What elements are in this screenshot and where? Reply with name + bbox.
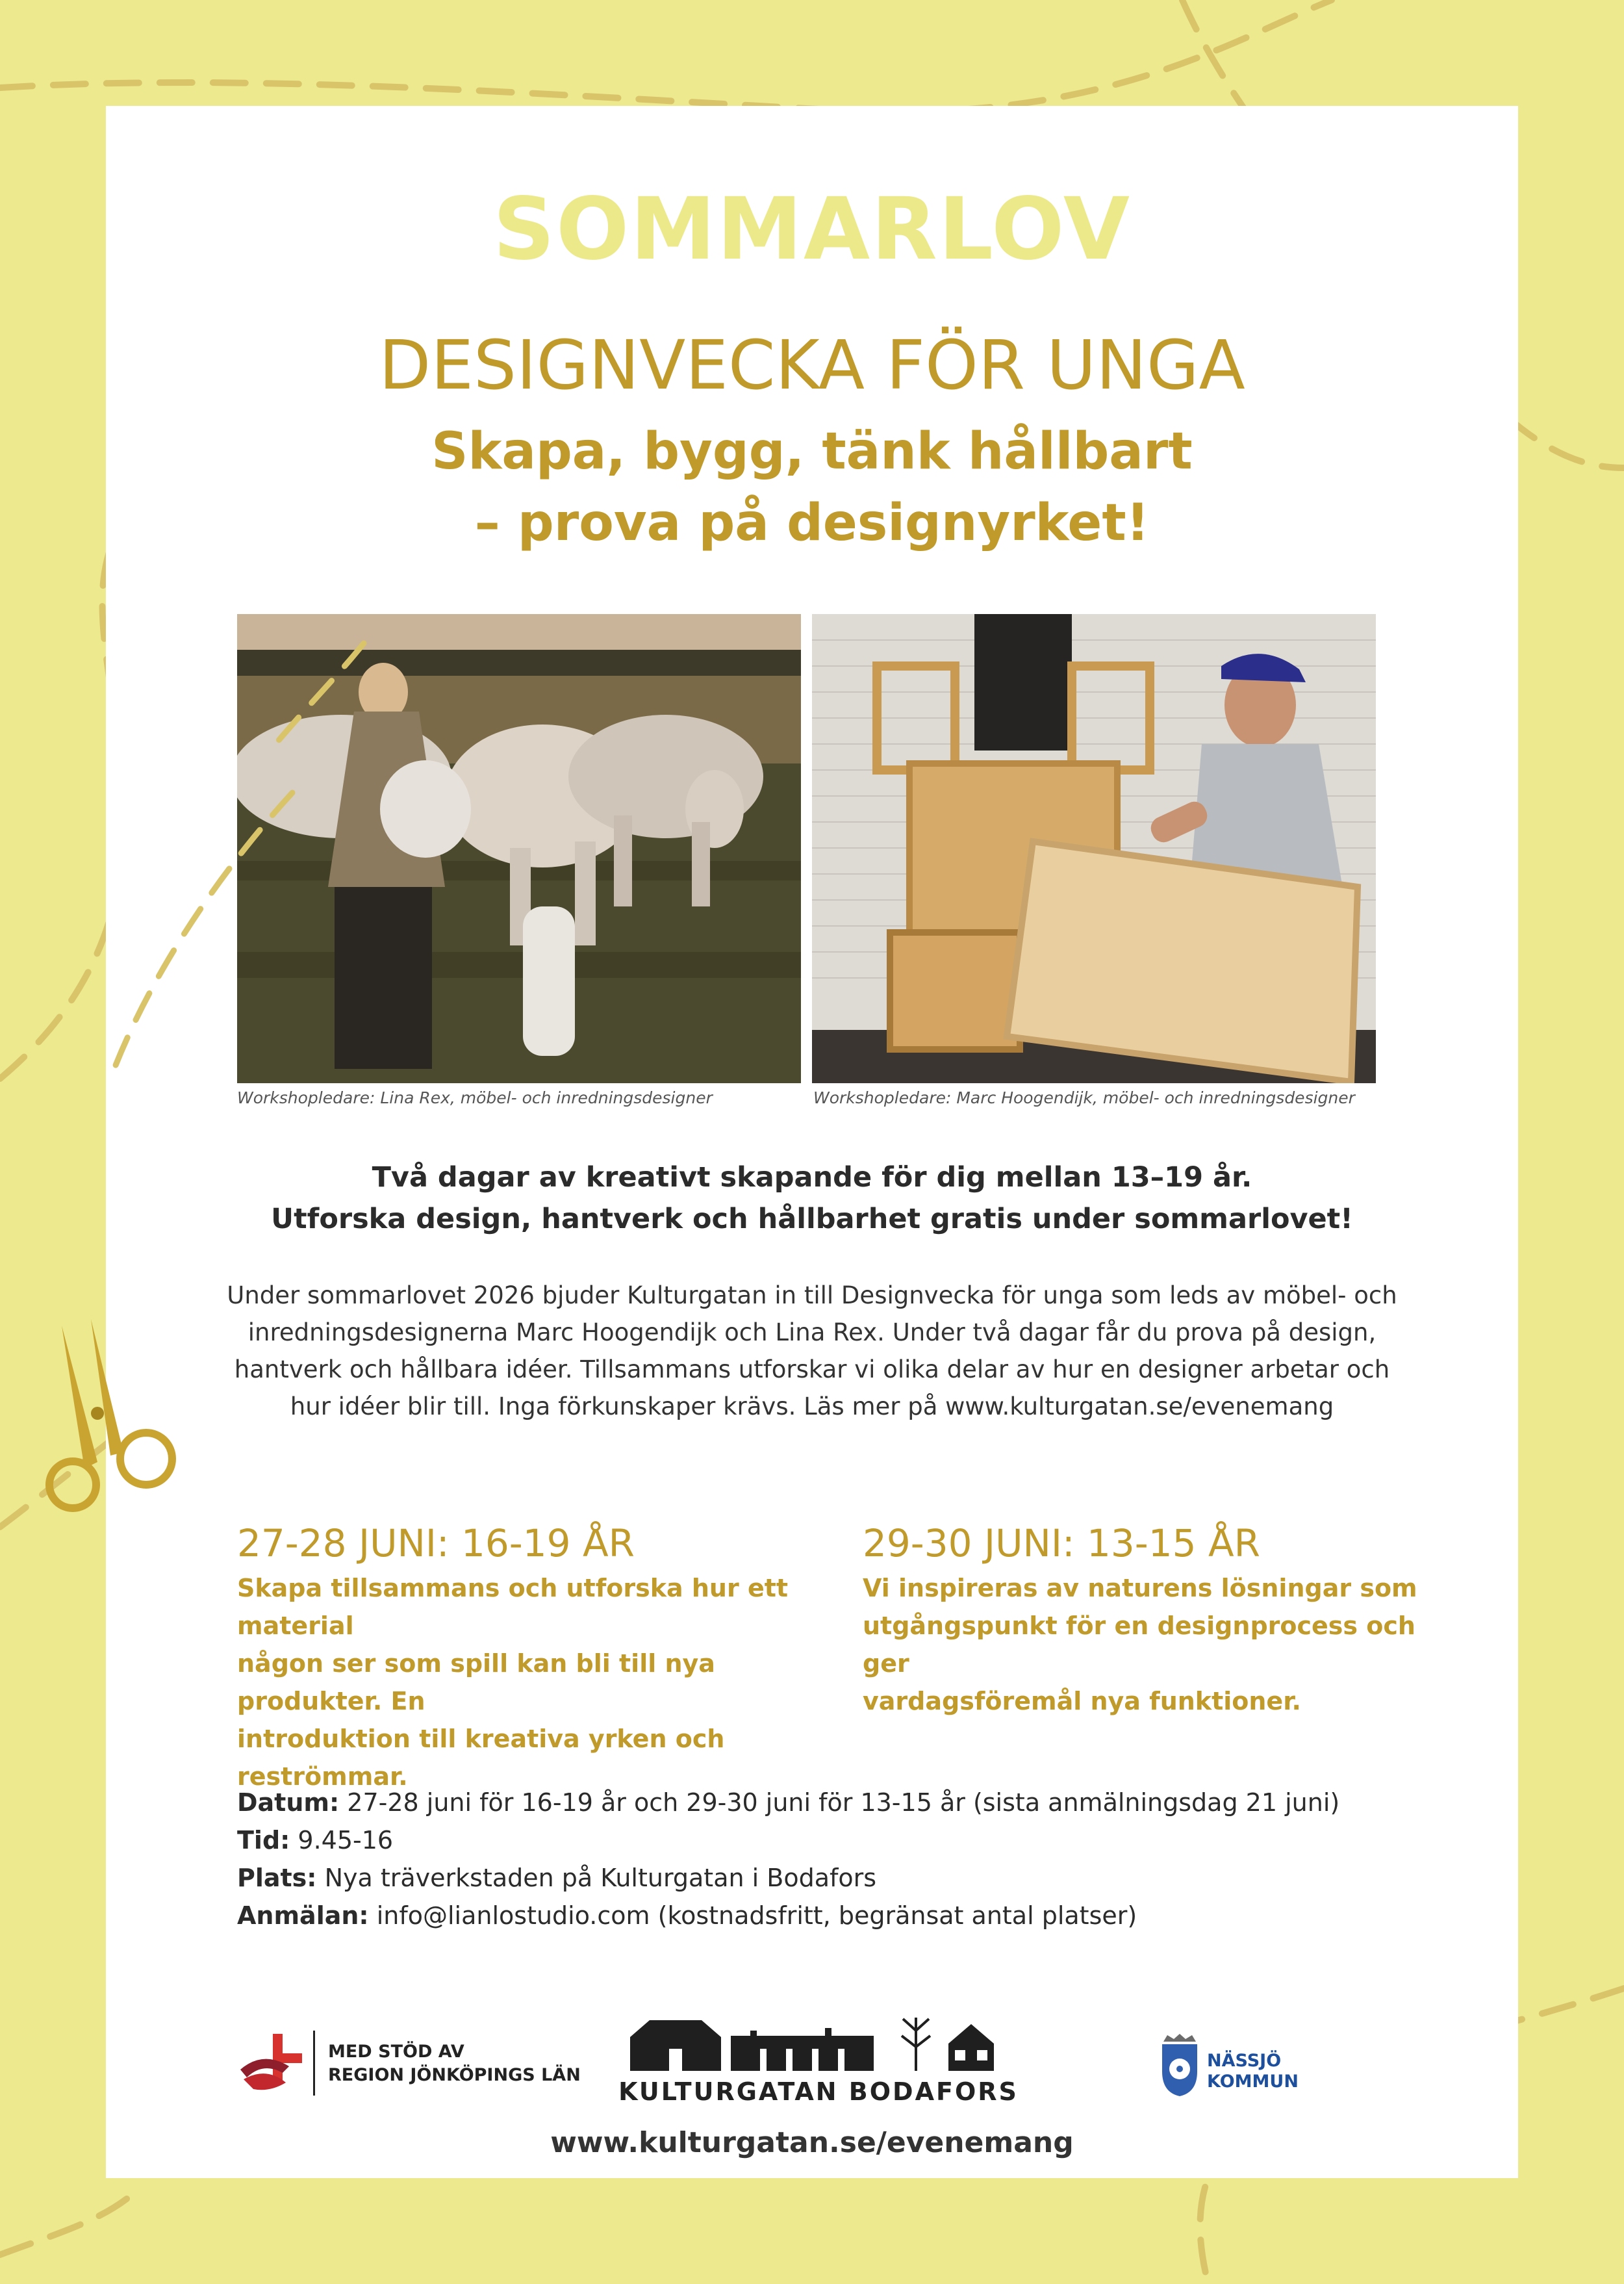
region-divider [313, 2031, 315, 2096]
session-2-line-1: Vi inspireras av naturens lösningar som [863, 1574, 1417, 1602]
subtitle-line-2: – prova på designyrket! [474, 494, 1150, 552]
session-2-text [863, 1569, 1460, 1720]
info-time-value: 9.45-16 [290, 1826, 394, 1854]
event-info [237, 1784, 1339, 1934]
subtitle-line-1: Skapa, bygg, tänk hållbart [431, 422, 1193, 481]
photo-lina-rex [237, 614, 801, 1083]
kulturgatan-name: KULTURGATAN BODAFORS [618, 2077, 1019, 2106]
info-signup-value: info@lianlostudio.com (kostnadsfritt, begränsat antal platser) [368, 1901, 1137, 1930]
subtitle [106, 416, 1518, 559]
photo-caption-2: Workshopledare: Marc Hoogendijk, möbel- och inredningsdesigner [813, 1088, 1355, 1107]
session-2-line-3: vardagsföremål nya funktioner. [863, 1687, 1301, 1715]
region-jonkoping-logo-icon [237, 2031, 315, 2096]
session-2-heading: 29-30 JUNI: 13-15 ÅR [863, 1521, 1260, 1565]
photo-caption-1: Workshopledare: Lina Rex, möbel- och inredningsdesigner [237, 1088, 713, 1107]
kulturgatan-houses-logo-icon [630, 2011, 994, 2076]
photo-marc-hoogendijk [812, 614, 1376, 1083]
session-1-line-2: någon ser som spill kan bli till nya produkter. En [237, 1649, 715, 1715]
nassjo-line-1: NÄSSJÖ [1207, 2051, 1282, 2071]
session-1-heading: 27-28 JUNI: 16-19 ÅR [237, 1521, 635, 1565]
kicker-heading: SOMMARLOV [492, 179, 1132, 279]
info-signup [237, 1897, 1339, 1934]
session-2-line-2: utgångspunkt för en designprocess och ger [863, 1611, 1415, 1678]
nassjo-coat-of-arms-icon [1160, 2033, 1200, 2098]
body-line-2: inredningsdesignerna Marc Hoogendijk och Lina Rex. Under två dagar får du prova på design, [247, 1318, 1377, 1346]
body-text [195, 1277, 1429, 1425]
region-text [328, 2040, 581, 2087]
info-date-value: 27-28 juni för 16-19 år och 29-30 juni för 13-15 år (sista anmälningsdag 21 juni) [339, 1788, 1340, 1817]
body-line-4: hur idéer blir till. Inga förkunskaper krävs. Läs mer på www.kulturgatan.se/evenemang [290, 1392, 1334, 1420]
info-time [237, 1821, 1339, 1859]
body-line-1: Under sommarlovet 2026 bjuder Kulturgatan in till Designvecka för unga som leds av möbel- och [227, 1281, 1397, 1309]
region-line-1: MED STÖD AV [328, 2042, 464, 2062]
body-line-3: hantverk och hållbara idéer. Tillsammans utforskar vi olika delar av hur en designer arbetar och [234, 1355, 1390, 1383]
nassjo-line-2: KOMMUN [1207, 2072, 1299, 2092]
info-signup-label: Anmälan: [237, 1901, 369, 1930]
lead-text [106, 1157, 1518, 1240]
session-1-text [237, 1569, 835, 1795]
lead-line-2: Utforska design, hantverk och hållbarhet gratis under sommarlovet! [271, 1203, 1353, 1235]
photo-lina-rex-image [237, 614, 801, 1083]
photo-marc-image [812, 614, 1376, 1083]
info-place [237, 1859, 1339, 1897]
info-date [237, 1784, 1339, 1821]
info-time-label: Tid: [237, 1826, 290, 1854]
info-date-label: Datum: [237, 1788, 340, 1817]
session-1-line-1: Skapa tillsammans och utforska hur ett material [237, 1574, 789, 1640]
info-place-value: Nya träverkstaden på Kulturgatan i Bodafors [316, 1864, 877, 1892]
session-1-line-3: introduktion till kreativa yrken och reströmmar. [237, 1725, 725, 1791]
nassjo-text [1207, 2051, 1299, 2092]
footer-url-link[interactable]: www.kulturgatan.se/evenemang [550, 2126, 1074, 2159]
page-title: DESIGNVECKA FÖR UNGA [379, 326, 1245, 405]
lead-line-1: Två dagar av kreativt skapande för dig mellan 13–19 år. [372, 1161, 1252, 1194]
region-line-2: REGION JÖNKÖPINGS LÄN [328, 2065, 581, 2085]
info-place-label: Plats: [237, 1864, 317, 1892]
